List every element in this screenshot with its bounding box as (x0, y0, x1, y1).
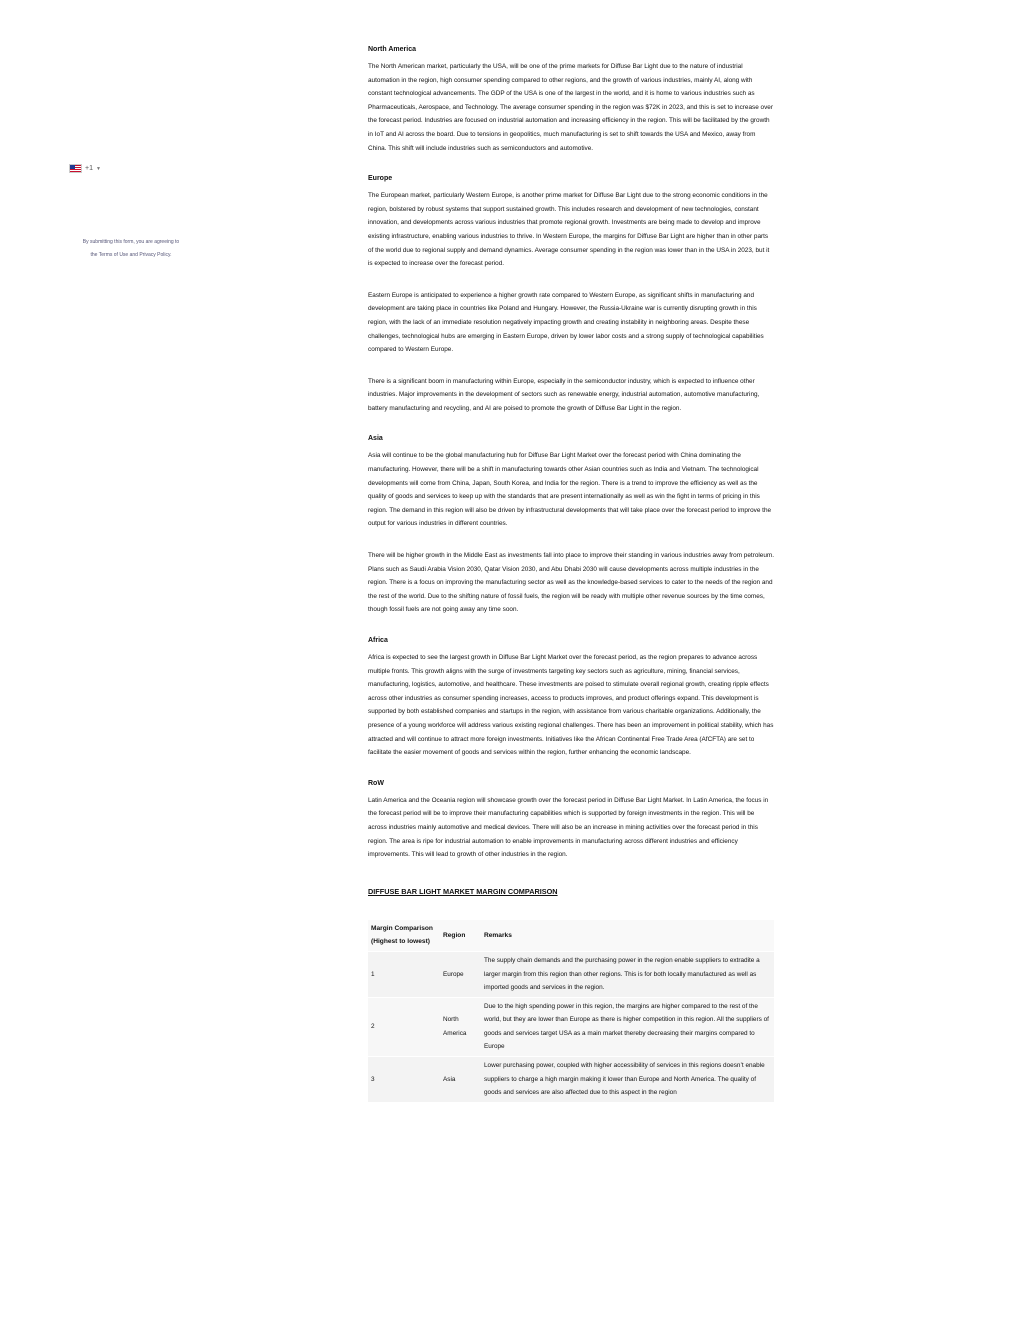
rank-cell: 2 (371, 1023, 375, 1031)
section-title-europe: Europe (368, 175, 393, 183)
section-title-row: RoW (368, 779, 384, 787)
column-header-remarks: Remarks (484, 931, 512, 939)
column-header-region: Region (443, 931, 466, 939)
europe-paragraph-1: The European market, particularly Western Europe, is another prime market for Diffuse Bar Light due to the strong economic conditions in the region, bolstered by robust systems that support sustained growth. This includes research and development of new technologies, constant innovation, and developments across various industries that promote regional growth. Investments are being made to develop and improve existing infrastructure, enabling various industries to thrive. In Western Europe, the margins for Diffuse Bar Light are higher than in other parts of the world due to regional supply and demand dynamics. Average consumer spending in the region was lower than in the USA in 2023, but it is expected to increase over the forecast period. (368, 192, 770, 268)
table-row (368, 1057, 774, 1103)
asia-paragraph-1: Asia will continue to be the global manufacturing hub for Diffuse Bar Light Market over the forecast period with China dominating the manufacturing. However, there will be a shift in manufacturing towards other Asian countries such as India and Vietnam. The technological developments will come from China, Japan, South Korea, and India for the region. There is a trend to improve the efficiency as well as the quality of goods and services to keep up with the standards that are present internationally as well as win the fight in terms of pricing in this region. The demand in this region will also be driven by infrastructural developments that will take place over the forecast period to improve the output for various industries in different countries. (368, 452, 772, 528)
consent-line-1: By submitting this form, you are agreeing to (82, 239, 180, 245)
chevron-down-icon: ▼ (95, 165, 101, 172)
column-header-margin-comparison: Margin Comparison (Highest to lowest) (371, 924, 433, 946)
section-title-north-america: North America (368, 46, 416, 53)
rank-cell: 1 (371, 970, 375, 978)
region-cell: Asia (443, 1075, 456, 1083)
remarks-cell: The supply chain demands and the purchasing power in the region enable suppliers to extradite a larger margin from this region than other regions. This is for both locally manufactured as well as imported goods and services in the region. (484, 956, 760, 992)
table-row (368, 951, 774, 997)
europe-paragraph-2: Eastern Europe is anticipated to experience a higher growth rate compared to Western Europe, as significant shifts in manufacturing and development are taking place in countries like Poland and Hungary. However, the Russia-Ukraine war is currently disrupting growth in this region, with the lack of an immediate resolution negatively impacting growth and creating instability in neighboring areas. Despite these challenges, technological hubs are emerging in Eastern Europe, driven by lower labor costs and a strong supply of technological capabilities compared to Western Europe. (368, 291, 764, 354)
margin-comparison-heading: DIFFUSE BAR LIGHT MARKET MARGIN COMPARISON (368, 886, 558, 896)
remarks-cell: Due to the high spending power in this region, the margins are higher compared to the rest of the world, but they are lower than Europe as there is higher competition in this region. All the suppliers of goods and services target USA as a main market thereby decreasing their margins compared to Europe (484, 1002, 769, 1051)
asia-paragraph-2: There will be higher growth in the Middle East as investments fall into place to improve their standing in various industries away from petroleum. Plans such as Saudi Arabia Vision 2030, Qatar Vision 2030, and Abu Dhabi 2030 will cause developments across multiple industries in the region. There is a focus on improving the manufacturing sector as well as the knowledge-based services to cater to the needs of the region and the rest of the world. Due to the shifting nature of fossil fuels, the region will be ready with multiple other revenue sources by the time comes, though fossil fuels are not going away any time soon. (368, 552, 774, 614)
country-code-label: +1 (85, 165, 93, 172)
country-code-selector[interactable] (66, 162, 104, 175)
table-header-row (368, 920, 774, 952)
form-sidebar (66, 160, 196, 261)
section-title-asia: Asia (368, 435, 383, 443)
rank-cell: 3 (371, 1075, 375, 1083)
north-america-paragraph: The North American market, particularly the USA, will be one of the prime markets for Diffuse Bar Light due to the nature of industrial automation in the region, high consumer spending compared to other regions, and the growth of various industries, mainly AI, along with constant technological advancements. The GDP of the USA is one of the largest in the world, and it is home to various industries such as Pharmaceuticals, Aerospace, and Technology. The average consumer spending in the region was $72K in 2023, and this is set to increase over the forecast period. Industries are focused on industrial automation and increasing efficiency in the region. This will be facilitated by the growth in IoT and AI across the board. Due to tensions in geopolitics, much manufacturing is set to shift towards the USA and Mexico, away from China. This shift will include industries such as semiconductors and automotive. (368, 63, 773, 152)
remarks-cell: Lower purchasing power, coupled with higher accessibility of services in this regions doesn’t enable suppliers to charge a high margin making it lower than Europe and North America. The quality of goods and services are also affected due to this aspect in the region (484, 1062, 765, 1097)
article-content (368, 44, 774, 1103)
region-cell: Europe (443, 970, 464, 978)
row-paragraph: Latin America and the Oceania region will showcase growth over the forecast period in Diffuse Bar Light Market. In Latin America, the focus in the forecast period will be to improve their manufacturing capabilities which is supported by foreign investments in the region. This will be across industries mainly automotive and medical devices. There will also be an increase in mining activities over the forecast period in this region. The area is ripe for industrial automation to enable improvements in manufacturing across different industries and efficiency improvements. This will lead to growth of other industries in the region. (368, 796, 769, 859)
us-flag-icon (69, 164, 82, 173)
table-row (368, 997, 774, 1056)
region-cell: North America (443, 1016, 467, 1037)
consent-line-2: the Terms of Use and Privacy Policy. (90, 251, 172, 258)
africa-paragraph: Africa is expected to see the largest growth in Diffuse Bar Light Market over the forecast period, as the region prepares to advance across multiple fronts. This growth aligns with the surge of investments targeting key sectors such as agriculture, mining, financial services, manufacturing, logistics, automotive, and healthcare. These investments are poised to stimulate overall regional growth, creating ripple effects across other industries as consumer spending increases, access to products improves, and product offerings expand. This development is supported by both established companies and startups in the region, with assistance from various charitable organizations. Additionally, the presence of a young workforce will address various existing regional challenges. There has been an improvement in political stability, which has attracted and will continue to attract more foreign investments. Initiatives like the African Continental Free Trade Area (AfCFTA) are set to facilitate the easier movement of goods and services within the region, further enhancing the economic landscape. (368, 654, 774, 757)
europe-paragraph-3: There is a significant boom in manufacturing within Europe, especially in the semiconductor industry, which is expected to influence other industries. Major improvements in the development of sectors such as renewable energy, industrial automation, automotive manufacturing, battery manufacturing and recycling, and AI are poised to promote the growth of Diffuse Bar Light in the region. (368, 377, 760, 412)
section-title-africa: Africa (368, 637, 388, 644)
margin-comparison-table (368, 920, 774, 1103)
consent-notice (66, 236, 196, 261)
